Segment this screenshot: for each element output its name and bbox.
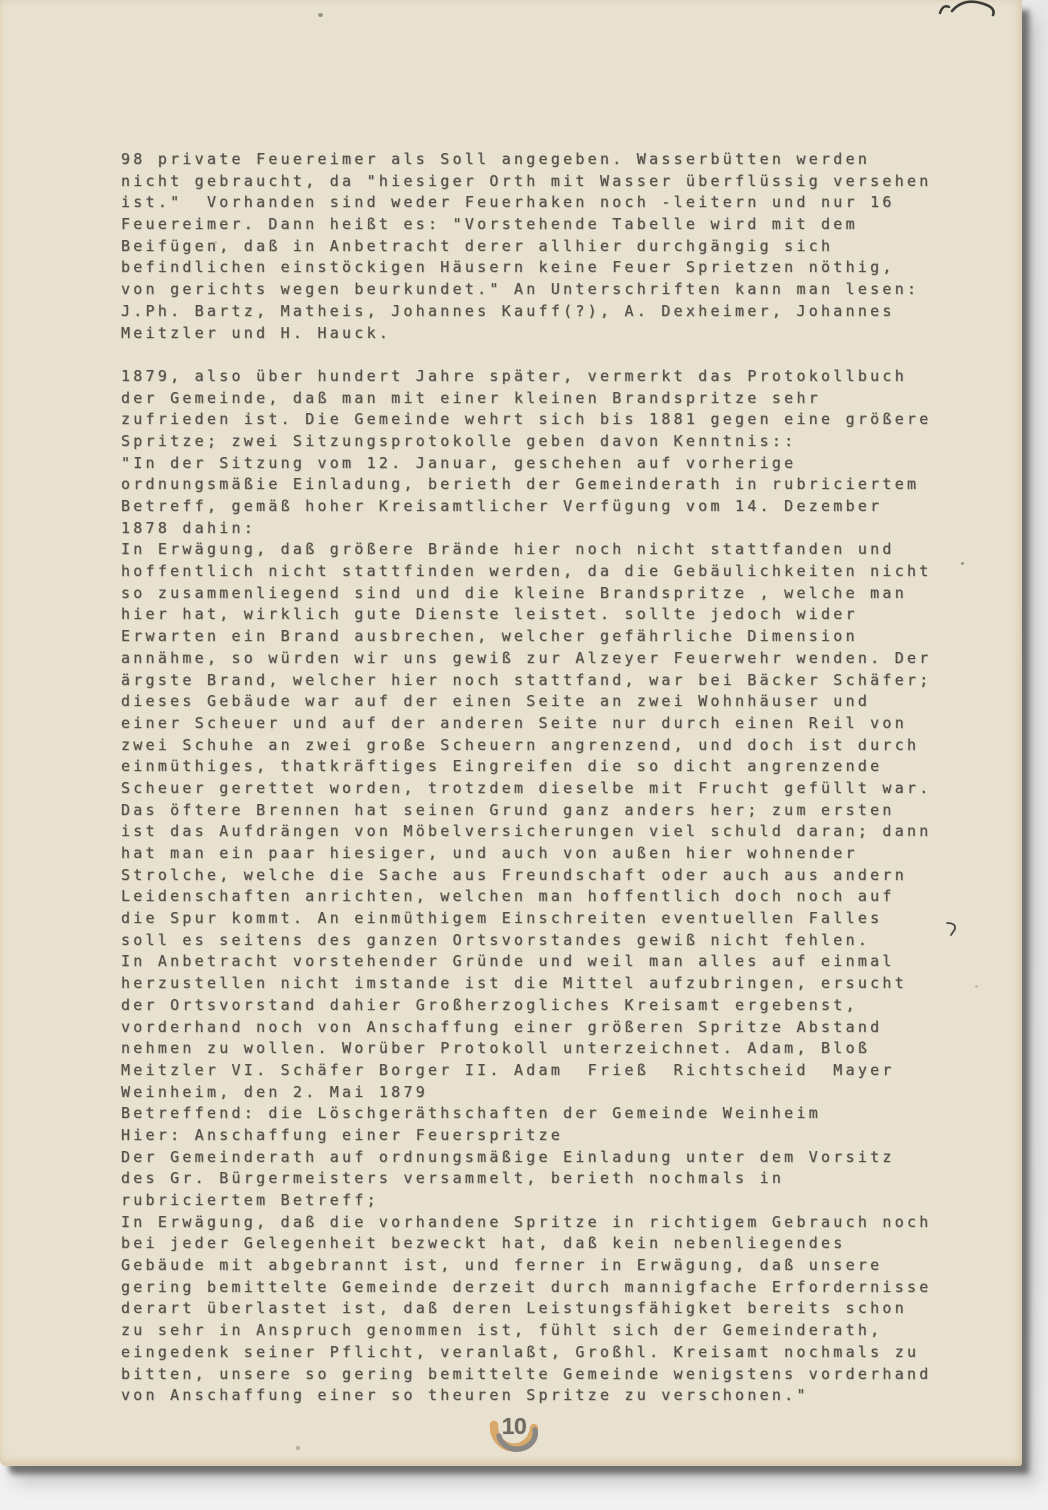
text-line: "In der Sitzung vom 12. Januar, geschehen auf vorherige [121, 453, 797, 472]
text-line: In Erwägung, daß die vorhandene Spritze in richtigem Gebrauch noch [121, 1212, 932, 1231]
text-line: Betreff, gemäß hoher Kreisamtlicher Verfügung vom 14. Dezember [121, 497, 883, 515]
text-line: befindlichen einstöckigen Häusern keine Feuer Sprietzen nöthig, [121, 258, 895, 277]
text-line: Der Gemeinderath auf ordnungsmäßige Einladung unter dem Vorsitz [121, 1147, 895, 1166]
text-line: annähme, so würden wir uns gewiß zur Alzeyer Feuerwehr wenden. Der [121, 648, 932, 667]
text-line: der Gemeinde, daß man mit einer kleinen Brandspritze sehr [121, 388, 822, 407]
text-line: so zusammenliegend sind und die kleine Brandspritze , welche man [121, 583, 907, 602]
text-line: eingedenk seiner Pflicht, veranlaßt, Großhl. Kreisamt nochmals zu [121, 1342, 920, 1361]
text-line: Spritze; zwei Sitzungsprotokolle geben davon Kenntnis:: [121, 431, 797, 450]
text-line: einmüthiges, thatkräftiges Eingreifen die so dicht angrenzende [121, 757, 883, 776]
text-line: zu sehr in Anspruch genommen ist, fühlt sich der Gemeinderath, [121, 1321, 883, 1340]
text-line: Leidenschaften anrichten, welchen man hoffentlich doch noch auf [121, 887, 895, 906]
text-line: Erwarten ein Brand ausbrechen, welcher gefährliche Dimension [121, 627, 858, 646]
text-line: nicht gebraucht, da "hiesiger Orth mit Wasser überflüssig versehen [121, 171, 932, 190]
text-line: rubriciertem Betreff; [121, 1191, 379, 1209]
text-line: zufrieden ist. Die Gemeinde wehrt sich bis 1881 gegen eine größere [121, 410, 932, 429]
text-line: Das öftere Brennen hat seinen Grund ganz anders her; zum ersten [121, 800, 895, 819]
text-line: der Ortsvorstand dahier Großherzogliches Kreisamt ergebenst, [121, 995, 858, 1014]
pen-tick-icon [946, 921, 962, 939]
text-line: herzustellen nicht imstande ist die Mittel aufzubringen, ersucht [121, 974, 907, 993]
text-line: ist das Aufdrängen von Möbelversicherungen viel schuld daran; dann [121, 822, 932, 841]
text-line: derart überlastet ist, daß deren Leistungsfähigket bereits schon [121, 1299, 907, 1318]
text-line: hat man ein paar hiesiger, und auch von außen hier wohnender [121, 844, 858, 862]
text-line: Gebäude mit abgebrannt ist, und ferner in Erwägung, daß unsere [121, 1256, 883, 1275]
text-line: die Spur kommt. An einmüthigem Einschreiten eventuellen Falles [121, 909, 883, 928]
text-line: hoffentlich nicht stattfinden werden, da die Gebäulichkeiten nicht [121, 562, 932, 581]
text-line: In Anbetracht vorstehender Gründe und weil man alles auf einmal [121, 952, 895, 971]
text-line: In Erwägung, daß größere Brände hier noch nicht stattfanden und [121, 540, 895, 559]
text-line: bitten, unsere so gering bemittelte Gemeinde wenigstens vorderhand [121, 1364, 932, 1383]
pen-squiggle-icon [938, 0, 1008, 24]
text-line: Hier: Anschaffung einer Feuerspritze [121, 1125, 564, 1144]
text-line: dieses Gebäude war auf der einen Seite an zwei Wohnhäuser und [121, 692, 871, 711]
text-line: soll es seitens des ganzen Ortsvorstandes gewiß nicht fehlen. [121, 930, 871, 949]
text-line: ärgste Brand, welcher hier noch stattfand, war bei Bäcker Schäfer; [121, 670, 932, 689]
text-line: 1879, also über hundert Jahre später, vermerkt das Protokollbuch [121, 366, 907, 385]
paragraph-protocol-1879 [121, 366, 932, 1407]
text-line: Meitzler und H. Hauck. [121, 323, 392, 342]
paper-speck [318, 13, 323, 17]
text-line: Feuereimer. Dann heißt es: "Vorstehende Tabelle wird mit dem [121, 215, 858, 234]
text-line: vorderhand noch von Anschaffung einer größeren Spritze Abstand [121, 1017, 883, 1036]
paper-speck [961, 562, 964, 565]
text-line: bei jeder Gelegenheit bezweckt hat, daß kein nebenliegendes [121, 1234, 846, 1253]
text-line: Betreffend: die Löschgeräthschaften der Gemeinde Weinheim [121, 1104, 822, 1123]
paragraph-fire-buckets [121, 149, 932, 344]
text-line: Scheuer gerettet worden, trotzdem dieselbe mit Frucht gefüllt war. [121, 778, 932, 797]
text-line: 98 private Feuereimer als Soll angegeben. Wasserbütten werden [121, 150, 871, 168]
text-line: Strolche, welche die Sache aus Freundschaft oder auch aus andern [121, 865, 907, 884]
text-line: von gerichts wegen beurkundet." An Unterschriften kann man lesen: [121, 280, 920, 299]
text-line: 1878 dahin: [121, 518, 257, 537]
text-line: des Gr. Bürgermeisters versammelt, berieth nochmals in [121, 1169, 785, 1188]
text-line: Weinheim, den 2. Mai 1879 [121, 1082, 429, 1101]
text-line: gering bemittelte Gemeinde derzeit durch mannigfache Erfordernisse [121, 1277, 932, 1296]
page-number-badge [486, 1410, 542, 1460]
text-line: einer Scheuer und auf der anderen Seite nur durch einen Reil von [121, 713, 907, 732]
text-line: J.Ph. Bartz, Matheis, Johannes Kauff(?), A. Dexheimer, Johannes [121, 301, 895, 320]
text-line: Beifügen, daß in Anbetracht derer allhier durchgängig sich [121, 236, 834, 255]
text-line: hier hat, wirklich gute Dienste leistet. sollte jedoch wider [121, 605, 858, 624]
text-line: ist." Vorhanden sind weder Feuerhaken noch -leitern und nur 16 [121, 193, 895, 212]
text-line: Meitzler VI. Schäfer Borger II. Adam Frieß Richtscheid Mayer [121, 1060, 895, 1079]
document-text [121, 149, 932, 1407]
text-line: zwei Schuhe an zwei große Scheuern angrenzend, und doch ist durch [121, 735, 920, 754]
paper-speck [296, 1446, 300, 1450]
text-line: von Anschaffung einer so theuren Spritze zu verschonen." [121, 1386, 809, 1405]
page-number: 10 [501, 1413, 527, 1439]
text-line: ordnungsmäßie Einladung, berieth der Gemeinderath in rubriciertem [121, 475, 920, 494]
text-line: nehmen zu wollen. Worüber Protokoll unterzeichnet. Adam, Bloß [121, 1039, 871, 1058]
paper-speck [975, 985, 978, 988]
